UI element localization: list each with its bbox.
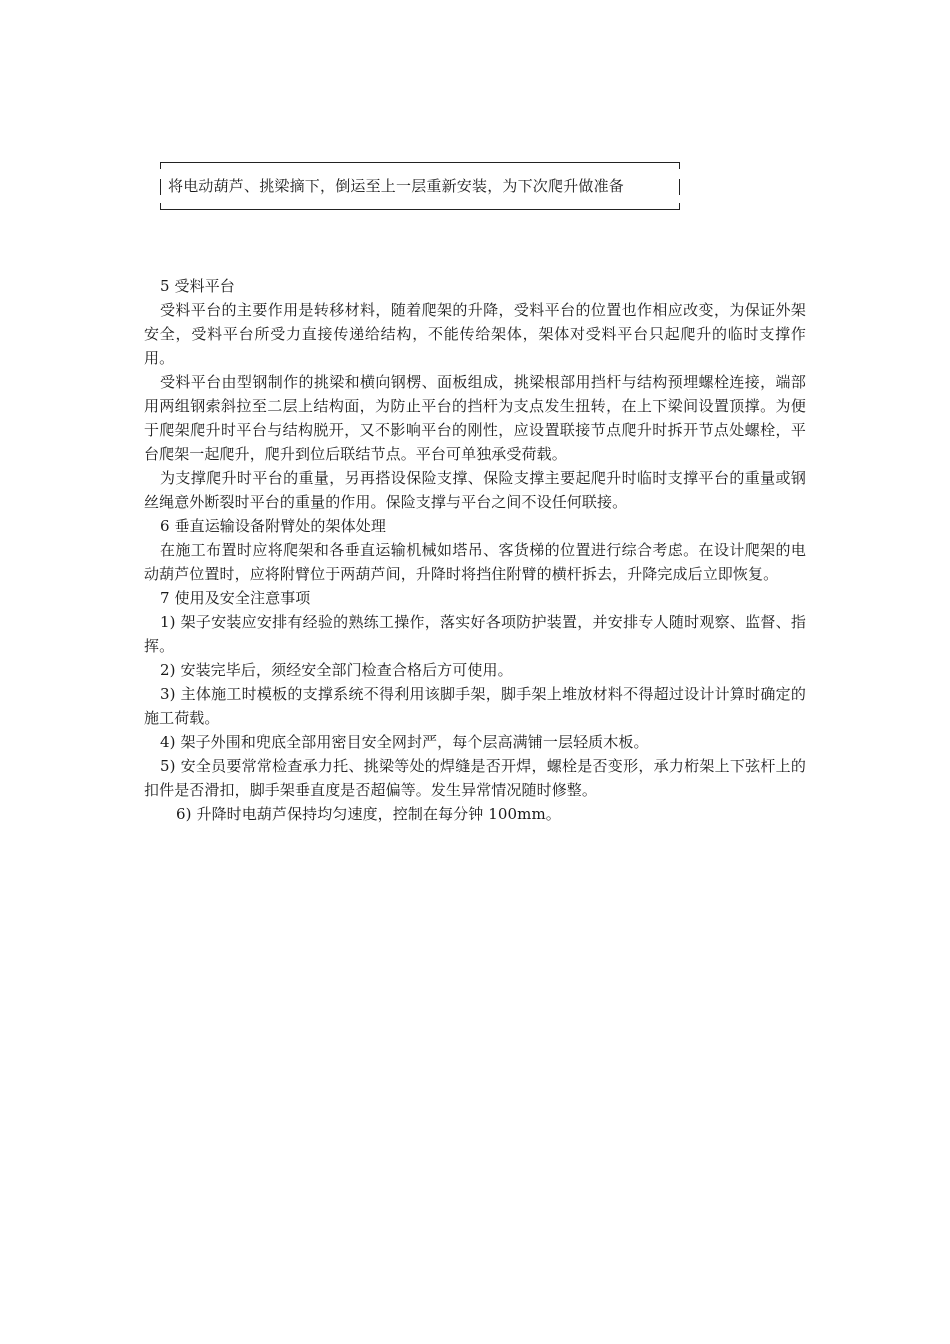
list-item: 1) 架子安装应安排有经验的熟练工操作，落实好各项防护装置，并安排专人随时观察、监督、指挥。 <box>144 613 806 655</box>
list-item: 3) 主体施工时模板的支撑系统不得利用该脚手架，脚手架上堆放材料不得超过设计计算时确定的施工荷载。 <box>144 685 806 727</box>
box-corner-top-right <box>679 162 680 169</box>
section-5-heading: 5 受料平台 <box>160 277 235 295</box>
section-5-paragraph-2: 受料平台由型钢制作的挑梁和横向钢楞、面板组成，挑梁根部用挡杆与结构预埋螺栓连接，端部用两组钢索斜拉至二层上结构面，为防止平台的挡杆为支点发生扭转，在上下梁间设置顶撑。为便于爬架爬升时平台与结构脱开，又不影响平台的刚性，应设置联接节点爬升时拆开节点处螺栓，平台爬架一起爬升，爬升到位后联结节点。平台可单独承受荷载。 <box>144 373 806 463</box>
box-left-bar <box>160 179 161 195</box>
flowchart-step-box <box>160 162 680 210</box>
section-6-heading: 6 垂直运输设备附臂处的架体处理 <box>160 517 386 535</box>
section-5-paragraph-1: 受料平台的主要作用是转移材料，随着爬架的升降，受料平台的位置也作相应改变，为保证外架安全，受料平台所受力直接传递给结构，不能传给架体，架体对受料平台只起爬升的临时支撑作用。 <box>144 301 806 367</box>
list-item: 6) 升降时电葫芦保持均匀速度，控制在每分钟 100mm。 <box>176 805 561 823</box>
box-bottom-border <box>160 209 680 210</box>
section-7-heading: 7 使用及安全注意事项 <box>160 589 311 607</box>
list-item: 4) 架子外围和兜底全部用密目安全网封严，每个层高满铺一层轻质木板。 <box>160 733 649 751</box>
section-5-paragraph-3: 为支撑爬升时平台的重量，另再搭设保险支撑、保险支撑主要起爬升时临时支撑平台的重量或钢丝绳意外断裂时平台的重量的作用。保险支撑与平台之间不设任何联接。 <box>144 469 806 511</box>
section-6-paragraph-1: 在施工布置时应将爬架和各垂直运输机械如塔吊、客货梯的位置进行综合考虑。在设计爬架的电动葫芦位置时，应将附臂位于两葫芦间，升降时将挡住附臂的横杆拆去，升降完成后立即恢复。 <box>144 541 806 583</box>
box-right-bar <box>679 179 680 195</box>
box-top-border <box>160 162 680 163</box>
flowchart-step-text: 将电动葫芦、挑梁摘下，倒运至上一层重新安装，为下次爬升做准备 <box>168 177 625 195</box>
box-corner-top-left <box>160 162 161 169</box>
document-body <box>144 274 806 826</box>
list-item: 2) 安装完毕后，须经安全部门检查合格后方可使用。 <box>160 661 513 679</box>
list-item: 5) 安全员要常常检查承力托、挑梁等处的焊缝是否开焊，螺栓是否变形，承力桁架上下弦杆上的扣件是否滑扣，脚手架垂直度是否超偏等。发生异常情况随时修整。 <box>144 757 806 799</box>
